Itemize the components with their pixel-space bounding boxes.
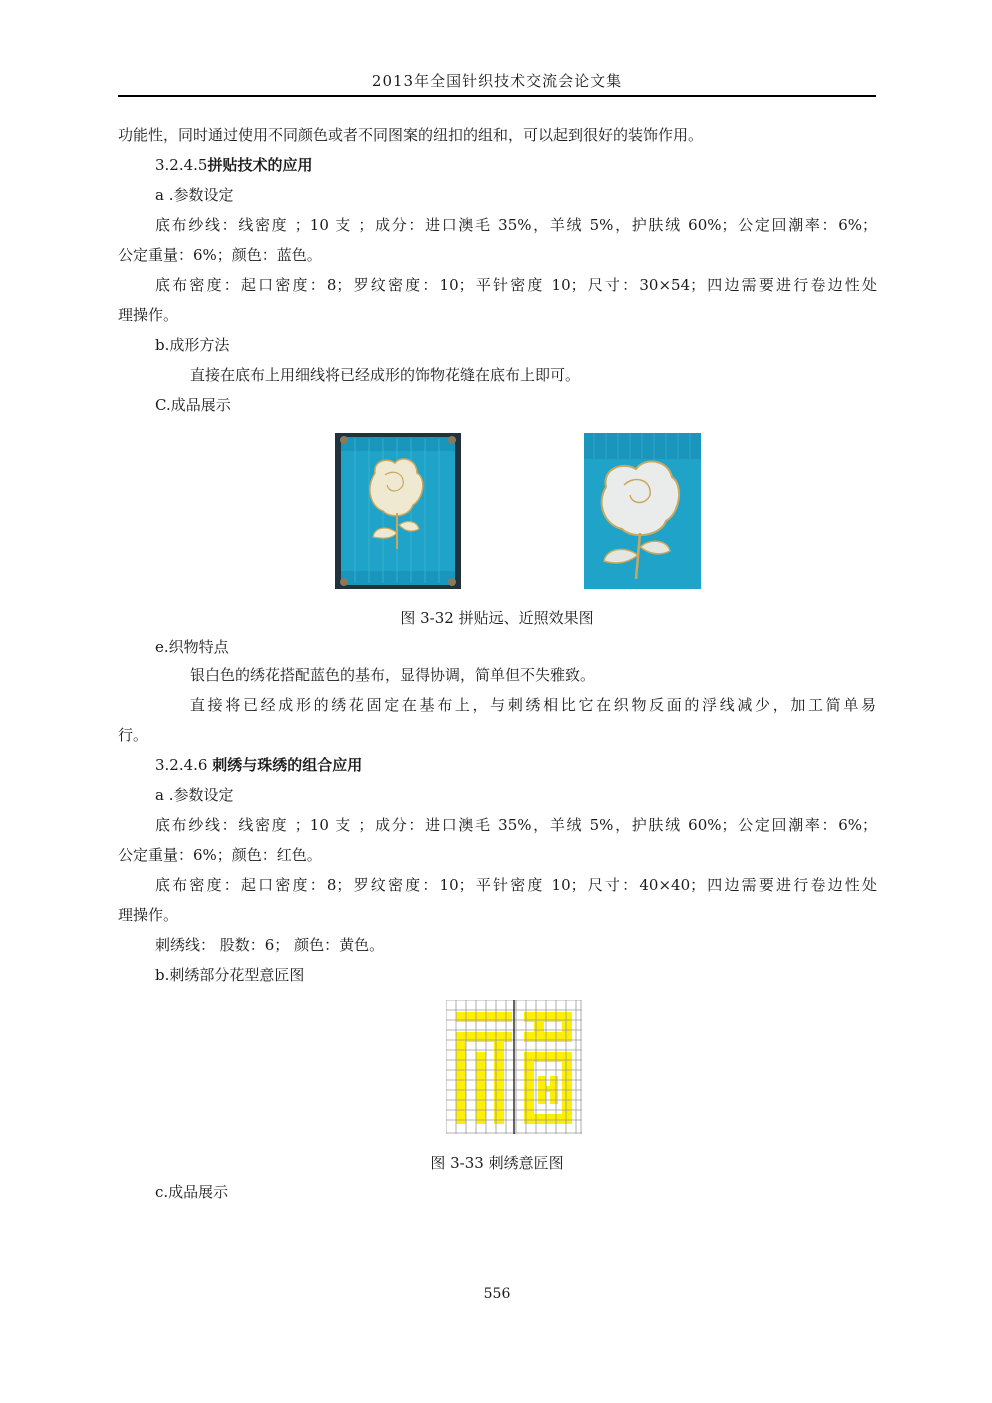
paragraph-line: 理操作。 [118,306,179,324]
sub-heading-b: b.成形方法 [155,336,230,354]
figure-caption-3-33: 图 3-33 刺绣意匠图 [430,1154,564,1172]
sub-heading-b: b.刺绣部分花型意匠图 [155,966,305,984]
paragraph-line: 行。 [118,726,149,744]
paragraph-line: 直接在底布上用细线将已经成形的饰物花缝在底布上即可。 [190,366,581,384]
sub-heading-c: C.成品展示 [155,396,231,414]
paragraph-line: 刺绣线： 股数：6； 颜色：黄色。 [155,936,385,954]
section-title: 拼贴技术的应用 [207,156,313,174]
paragraph-line: 银白色的绣花搭配蓝色的基布，显得协调，简单但不失雅致。 [190,666,596,684]
running-header: 2013年全国针织技术交流会论文集 [371,72,623,90]
embroidery-grid-diagram [446,1000,582,1134]
header-rule [118,95,876,97]
paragraph-line: 公定重量：6%；颜色：蓝色。 [118,246,322,264]
paragraph-line: 直接将已经成形的绣花固定在基布上，与刺绣相比它在织物反面的浮线减少，加工简单易 [190,696,876,714]
sub-heading-a: a .参数设定 [155,786,234,804]
section-number: 3.2.4.5 [155,156,208,174]
paragraph-line: 功能性，同时通过使用不同颜色或者不同图案的纽扣的组和，可以起到很好的装饰作用。 [118,126,704,144]
page-number: 556 [483,1286,511,1302]
figure-caption-3-32: 图 3-32 拼贴远、近照效果图 [400,609,594,627]
section-number: 3.2.4.6 [155,756,213,774]
paragraph-line: 底布纱线：线密度 ；10 支 ；成分：进口澳毛 35%，羊绒 5%，护肤绒 60%；公定回潮率：6%； [155,216,877,234]
paragraph-line: 底布纱线：线密度 ；10 支 ；成分：进口澳毛 35%，羊绒 5%，护肤绒 60%；公定回潮率：6%； [155,816,877,834]
section-heading-3-2-4-5 [155,155,915,175]
sub-heading-a: a .参数设定 [155,186,234,204]
patchwork-close-photo [584,433,701,589]
paragraph-line: 公定重量：6%；颜色：红色。 [118,846,322,864]
sub-heading-c: c.成品展示 [155,1183,229,1201]
paragraph-line: 底布密度：起口密度：8；罗纹密度：10；平针密度 10；尺寸：30×54；四边需要进行卷边性处 [155,276,877,294]
section-title: 刺绣与珠绣的组合应用 [212,756,363,774]
paragraph-line: 理操作。 [118,906,179,924]
patchwork-far-photo [335,433,461,589]
sub-heading-e: e.织物特点 [155,638,229,656]
section-heading-3-2-4-6 [155,755,915,775]
paragraph-line: 底布密度：起口密度：8；罗纹密度：10；平针密度 10；尺寸：40×40；四边需要进行卷边性处 [155,876,877,894]
